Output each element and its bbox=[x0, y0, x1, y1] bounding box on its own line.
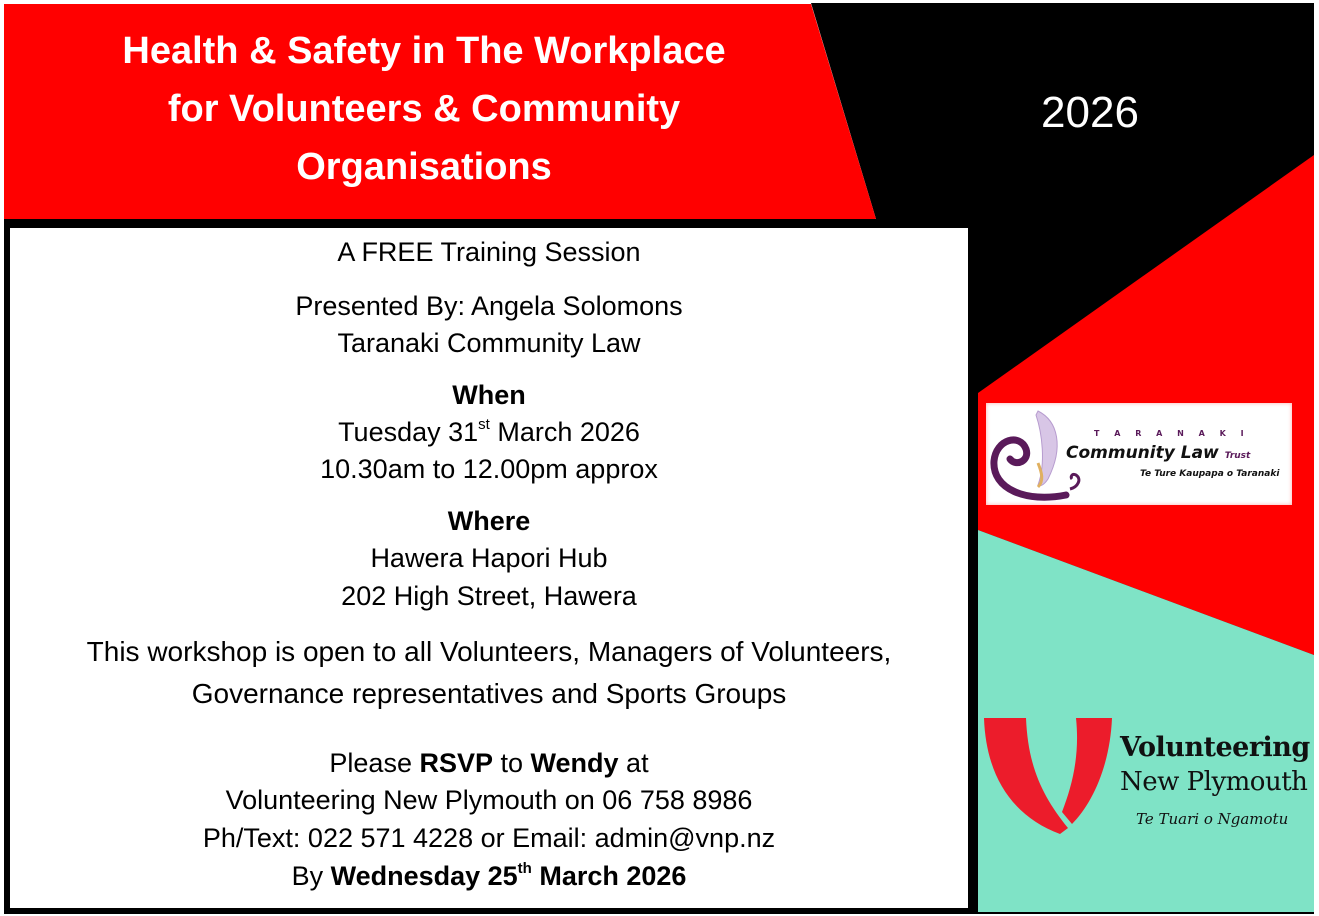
content-panel bbox=[10, 228, 968, 908]
audience-line-2: Governance representatives and Sports Groups bbox=[191, 678, 787, 709]
date-text: Tuesday 31 bbox=[338, 417, 479, 447]
event-time: 10.30am to 12.00pm approx bbox=[320, 454, 658, 484]
deadline-by: By bbox=[291, 861, 331, 891]
rsvp-org-phone: Volunteering New Plymouth on 06 758 8986 bbox=[225, 785, 753, 815]
presenter-line: Presented By: Angela Solomons bbox=[295, 291, 683, 321]
vnp-name-line-1: Volunteering bbox=[1120, 732, 1310, 763]
where-heading: Where bbox=[447, 506, 531, 536]
deadline-date: Wednesday 25 bbox=[330, 861, 518, 891]
vnp-name-line-2: New Plymouth bbox=[1120, 767, 1308, 797]
rsvp-line bbox=[10, 745, 968, 782]
rsvp-contact-name: Wendy bbox=[530, 748, 619, 778]
title-line-1: Health & Safety in The Workplace bbox=[122, 30, 726, 72]
rsvp-at: at bbox=[618, 748, 649, 778]
rsvp-to: to bbox=[493, 748, 531, 778]
deadline-month-year: March 2026 bbox=[531, 861, 687, 891]
title-line-2: for Volunteers & Community bbox=[167, 88, 681, 130]
deadline-ordinal: th bbox=[517, 860, 532, 877]
presenter-org: Taranaki Community Law bbox=[337, 328, 641, 358]
rsvp-contact-details[interactable]: Ph/Text: 022 571 4228 or Email: admin@vnp.nz bbox=[202, 823, 776, 853]
vnp-tagline: Te Tuari o Ngamotu bbox=[1136, 810, 1289, 828]
date-month-year: March 2026 bbox=[489, 417, 640, 447]
title-line-3: Organisations bbox=[296, 146, 552, 188]
venue-name: Hawera Hapori Hub bbox=[370, 543, 608, 573]
date-ordinal: st bbox=[478, 416, 490, 433]
year-label: 2026 bbox=[1041, 88, 1139, 137]
cl-title-trust: Trust bbox=[1224, 451, 1251, 461]
subtitle: A FREE Training Session bbox=[337, 237, 641, 267]
event-date bbox=[10, 414, 968, 451]
rsvp-keyword: RSVP bbox=[419, 748, 493, 778]
cl-tagline: Te Ture Kaupapa o Taranaki bbox=[1140, 469, 1280, 479]
cl-title bbox=[1066, 443, 1250, 463]
when-heading: When bbox=[452, 380, 526, 410]
community-law-logo bbox=[986, 403, 1292, 505]
rsvp-deadline bbox=[10, 858, 968, 895]
audience-line-1: This workshop is open to all Volunteers, Managers of Volunteers, bbox=[86, 636, 892, 667]
page-title bbox=[20, 22, 828, 196]
rsvp-please: Please bbox=[329, 748, 420, 778]
cl-region: T A R A N A K I bbox=[1094, 429, 1250, 438]
cl-title-main: Community Law bbox=[1066, 443, 1219, 463]
venue-address: 202 High Street, Hawera bbox=[341, 581, 637, 611]
